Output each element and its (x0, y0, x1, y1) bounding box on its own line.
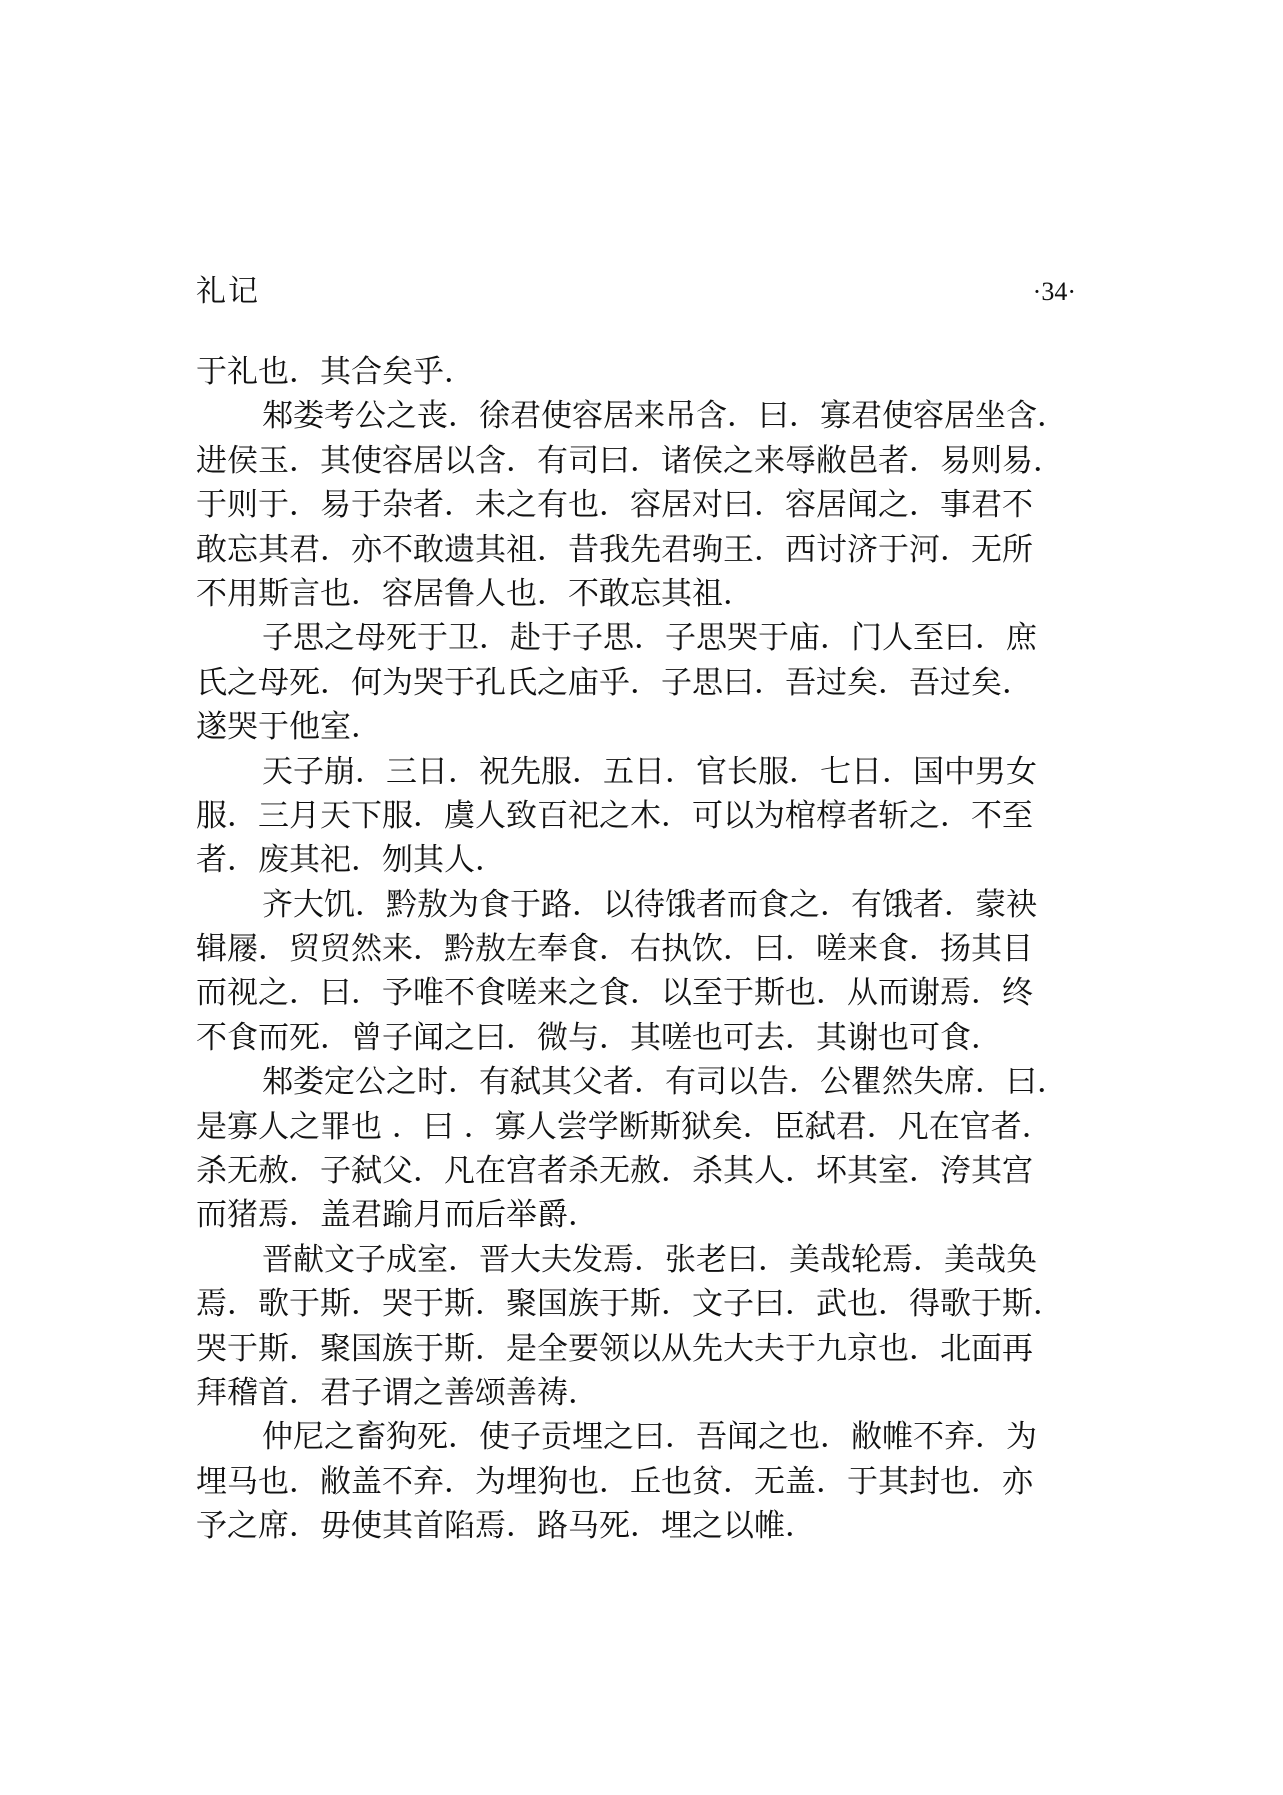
text-line: 齐大饥．黔敖为食于路．以待饿者而食之．有饿者．蒙袂 (262, 886, 1037, 923)
text-line: 服．三月天下服．虞人致百祀之木．可以为棺椁者斩之．不至 (196, 797, 1033, 834)
text-line: 是寡人之罪也 ．曰 ．寡人尝学断斯狱矣．臣弑君．凡在官者． (196, 1108, 1053, 1145)
text-line: 哭于斯．聚国族于斯．是全要领以从先大夫于九京也．北面再 (196, 1330, 1033, 1367)
text-line: 邾娄定公之时．有弑其父者．有司以告．公瞿然失席．曰． (262, 1064, 1068, 1101)
text-line: 晋献文子成室．晋大夫发焉．张老曰．美哉轮焉．美哉奂 (262, 1241, 1037, 1278)
text-line: 拜稽首．君子谓之善颂善祷． (196, 1374, 599, 1411)
text-line: 于则于．易于杂者．未之有也．容居对曰．容居闻之．事君不 (196, 487, 1033, 524)
book-title: 礼记 (196, 274, 260, 309)
text-line: 敢忘其君．亦不敢遗其祖．昔我先君驹王．西讨济于河．无所 (196, 531, 1033, 568)
text-line: 焉．歌于斯．哭于斯．聚国族于斯．文子曰．武也．得歌于斯． (196, 1286, 1064, 1323)
text-line: 而猪焉．盖君踰月而后举爵． (196, 1197, 599, 1234)
text-line: 不食而死．曾子闻之曰．微与．其嗟也可去．其谢也可食． (196, 1019, 1002, 1056)
text-line: 仲尼之畜狗死．使子贡埋之曰．吾闻之也．敝帷不弃．为 (262, 1419, 1037, 1456)
page-number: ·34· (1032, 277, 1076, 306)
text-line: 氏之母死．何为哭于孔氏之庙乎．子思曰．吾过矣．吾过矣． (196, 664, 1033, 701)
text-line: 天子崩．三日．祝先服．五日．官长服．七日．国中男女 (262, 753, 1037, 790)
text-line: 于礼也．其合矣乎． (196, 354, 475, 390)
text-line: 者．废其祀．刎其人． (196, 842, 506, 879)
text-line: 而视之．曰．予唯不食嗟来之食．以至于斯也．从而谢焉．终 (196, 975, 1033, 1012)
text-line: 进侯玉．其使容居以含．有司曰．诸侯之来辱敝邑者．易则易． (196, 442, 1064, 479)
text-line: 不用斯言也．容居鲁人也．不敢忘其祖． (196, 575, 754, 612)
text-line: 邾娄考公之丧．徐君使容居来吊含．曰．寡君使容居坐含． (262, 398, 1068, 435)
text-line: 子思之母死于卫．赴于子思．子思哭于庙．门人至曰．庶 (262, 620, 1037, 657)
text-line: 辑屦．贸贸然来．黔敖左奉食．右执饮．曰．嗟来食．扬其目 (196, 931, 1033, 968)
text-line: 遂哭于他室． (196, 709, 382, 746)
page-header (196, 268, 1076, 316)
text-line: 予之席．毋使其首陷焉．路马死．埋之以帷． (196, 1508, 816, 1545)
text-line: 埋马也．敝盖不弃．为埋狗也．丘也贫．无盖．于其封也．亦 (196, 1463, 1033, 1500)
text-line: 杀无赦．子弑父．凡在宫者杀无赦．杀其人．坏其室．洿其宫 (196, 1153, 1033, 1190)
body-text (196, 350, 1101, 1549)
